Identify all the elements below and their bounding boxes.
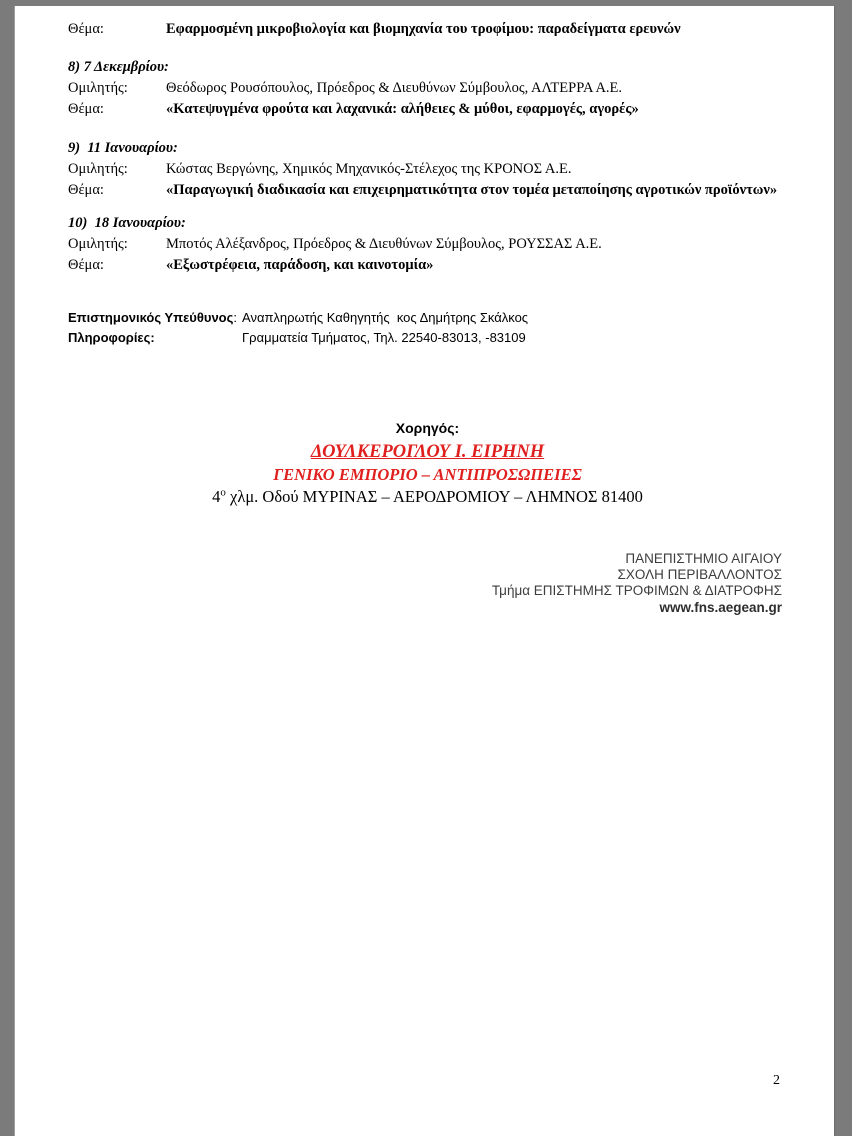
topic-label: Θέμα: [68,257,104,273]
entry-9-topic: «Παραγωγική διαδικασία και επιχειρηματικότητα στον τομέα μεταποίησης αγροτικών προϊόντων» [166,182,778,198]
page-number: 2 [773,1073,780,1088]
university-website: www.fns.aegean.gr [659,599,782,615]
sponsor-block [68,418,787,508]
entry-8-heading: 8) 7 Δεκεμβρίου: [68,59,169,75]
sponsor-name: ΔΟΥΛΚΕΡΟΓΛΟΥ Ι. ΕΙΡΗΝΗ [310,442,545,462]
responsible-separator: : [233,310,238,325]
sponsor-subtitle: ΓΕΝΙΚΟ ΕΜΠΟΡΙΟ – ΑΝΤΙΠΡΟΣΩΠΕΙΕΣ [273,465,582,484]
entry-9-speaker-row [68,159,787,180]
topic-label: Θέμα: [68,21,104,37]
seminar-entry-9 [68,138,787,201]
page-content [15,6,834,616]
university-school: ΣΧΟΛΗ ΠΕΡΙΒΑΛΛΟΝΤΟΣ [617,567,782,583]
entry-8-speaker-row [68,78,787,99]
intro-topic-row [68,19,787,40]
address-rest: χλμ. Οδού ΜΥΡΙΝΑΣ – ΑΕΡΟΔΡΟΜΙΟΥ – ΛΗΜΝΟΣ 81400 [225,487,643,506]
topic-label: Θέμα: [68,101,104,117]
topic-label: Θέμα: [68,182,104,198]
speaker-label: Ομιλητής: [68,236,128,252]
entry-8-topic-row [68,99,787,120]
seminar-listing [68,19,787,276]
entry-8-speaker: Θεόδωρος Ρουσόπουλος, Πρόεδρος & Διευθύνων Σύμβουλος, ΑΛΤΕΡΡΑ Α.Ε. [166,80,623,96]
address-ordinal: ο [220,486,226,499]
entry-8-topic: «Κατεψυγμένα φρούτα και λαχανικά: αλήθειες & μύθοι, εφαρμογές, αγορές» [166,101,639,117]
sponsor-address [68,486,787,508]
responsible-value: Αναπληρωτής Καθηγητής κος Δημήτρης Σκάλκος [242,310,529,325]
entry-9-heading: 9) 11 Ιανουαρίου: [68,140,178,156]
contact-block [68,308,787,348]
entry-9-topic-row [68,180,787,201]
seminar-entry-10 [68,213,787,276]
info-label: Πληροφορίες: [68,330,155,345]
entry-10-topic-row [68,255,787,276]
sponsor-heading: Χορηγός: [395,420,460,436]
entry-10-speaker-row [68,234,787,255]
responsible-label: Επιστημονικός Υπεύθυνος [68,310,234,325]
info-value: Γραμματεία Τμήματος, Τηλ. 22540-83013, -83109 [242,330,526,345]
university-department: Τμήμα ΕΠΙΣΤΗΜΗΣ ΤΡΟΦΙΜΩΝ & ΔΙΑΤΡΟΦΗΣ [491,583,782,599]
seminar-entry-8 [68,57,787,120]
speaker-label: Ομιλητής: [68,80,128,96]
entry-10-topic: «Εξωστρέφεια, παράδοση, και καινοτομία» [166,257,434,273]
address-number: 4 [212,487,221,506]
entry-10-speaker: Μποτός Αλέξανδρος, Πρόεδρος & Διευθύνων Σύμβουλος, ΡΟΥΣΣΑΣ Α.Ε. [166,236,602,252]
university-name: ΠΑΝΕΠΙΣΤΗΜΙΟ ΑΙΓΑΙΟΥ [625,551,782,566]
university-block [68,551,787,616]
responsible-label-cell [68,308,237,328]
document-page [14,6,835,1136]
intro-topic-text: Εφαρμοσμένη μικροβιολογία και βιομηχανία του τροφίμου: παραδείγματα ερευνών [166,21,681,37]
entry-9-speaker: Κώστας Βεργώνης, Χημικός Μηχανικός-Στέλεχος της ΚΡΟΝΟΣ Α.Ε. [166,161,572,177]
speaker-label: Ομιλητής: [68,161,128,177]
entry-10-heading: 10) 18 Ιανουαρίου: [68,215,186,231]
